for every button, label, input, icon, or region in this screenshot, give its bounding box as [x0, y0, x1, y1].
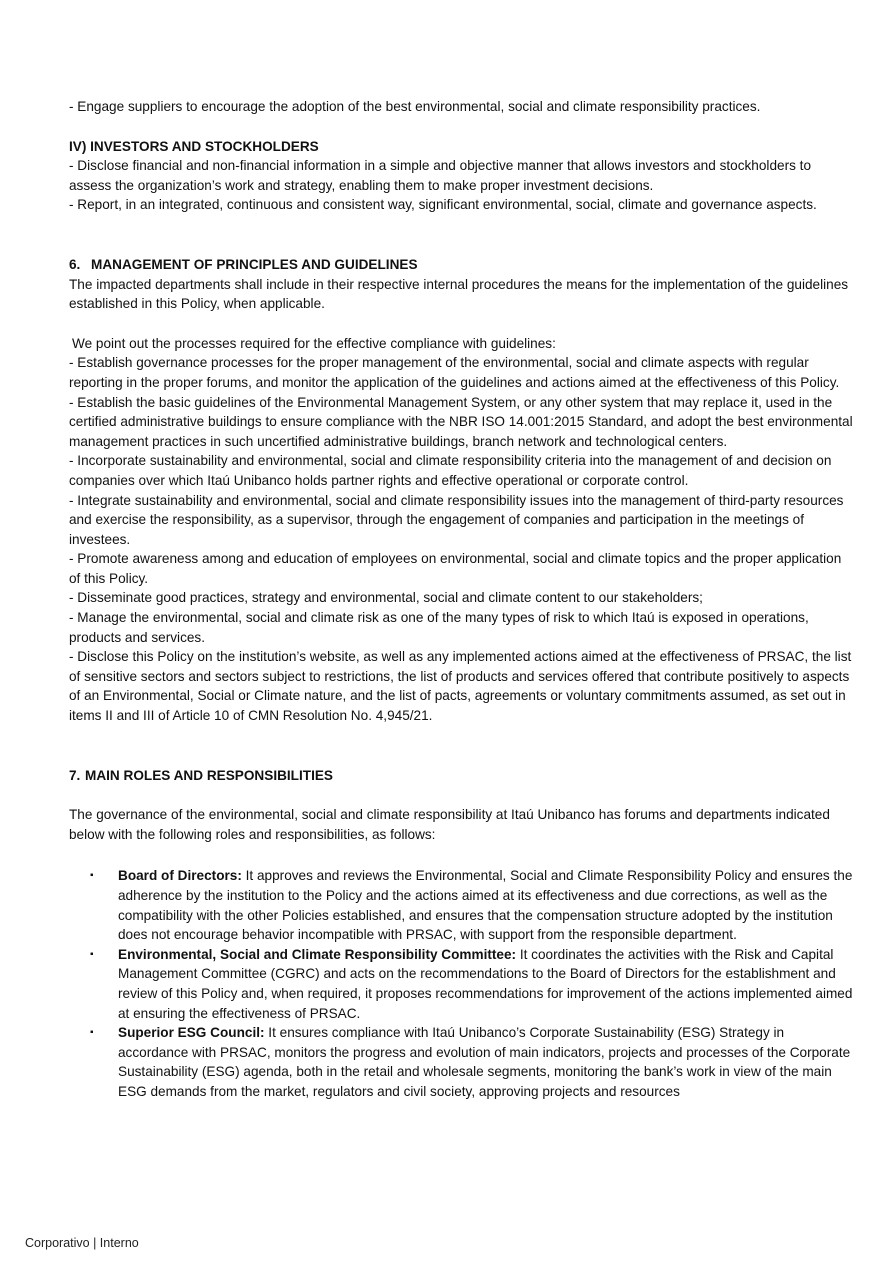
- section-7-heading: [69, 766, 854, 786]
- section-7-title: MAIN ROLES AND RESPONSIBILITIES: [85, 767, 333, 783]
- section-6-item: - Integrate sustainability and environmental, social and climate responsibility issues into the management of third-party resources and exercise the responsibility, as a supervisor, through the engagement of companies and participation in the meetings of investees.: [69, 492, 844, 547]
- spacer: [69, 314, 854, 334]
- role-item-board-of-directors: [69, 866, 854, 944]
- section-6-item: - Disclose this Policy on the institution’s website, as well as any implemented actions aimed at the effectiveness of PRSAC, the list of sensitive sectors and sectors subject to restrictions, the list of products and services offered that contribute positively to aspects of an Environmental, Social or Climate nature, and the list of pacts, agreements or voluntary commitments assumed, as set out in items II and III of Article 10 of CMN Resolution No. 4,945/21.: [69, 649, 852, 724]
- role-name: Environmental, Social and Climate Responsibility Committee:: [118, 946, 517, 962]
- role-description: It coordinates the activities with the Risk and Capital Management Committee (CGRC) and acts on the recommendations to the Board of Directors for the establishment and review of this Policy and, when required, it proposes recommendations for improvement of the actions implemented aimed at ensuring the effectiveness of PRSAC.: [118, 946, 853, 1021]
- section-6-number: 6.: [69, 256, 81, 272]
- section-6-item: - Manage the environmental, social and climate risk as one of the many types of risk to which Itaú is exposed in operations, products and services.: [69, 610, 809, 645]
- section-6-item: - Establish governance processes for the proper management of the environmental, social and climate aspects with regular reporting in the proper forums, and monitor the application of the guidelines and actions aimed at the effectiveness of this Policy.: [69, 355, 840, 390]
- role-description: It ensures compliance with Itaú Unibanco’s Corporate Sustainability (ESG) Strategy in accordance with PRSAC, monitors the progress and evolution of main indicators, projects and processes of the Corporate Sustainability (ESG) agenda, both in the retail and wholesale segments, monitoring the bank’s work in view of the main ESG demands from the market, regulators and civil society, approving projects and resources: [118, 1025, 851, 1099]
- section-6-item: - Promote awareness among and education of employees on environmental, social and climate topics and the proper application of this Policy.: [69, 551, 842, 586]
- spacer: [69, 117, 854, 137]
- footer-classification: Corporativo | Interno: [25, 1236, 139, 1250]
- square-bullet-icon: ▪: [90, 870, 94, 882]
- document-body: [69, 97, 854, 1102]
- section-6-item: - Disseminate good practices, strategy and environmental, social and climate content to our stakeholders;: [69, 590, 703, 606]
- spacer: [69, 726, 854, 766]
- section-6-item: - Incorporate sustainability and environmental, social and climate responsibility criteria into the management of and decision on companies over which Itaú Unibanco holds partner rights and effective operational or corporate control.: [69, 453, 832, 488]
- role-name: Board of Directors:: [118, 868, 242, 884]
- role-name: Superior ESG Council:: [118, 1025, 265, 1041]
- role-item-superior-esg-council: [69, 1023, 854, 1101]
- square-bullet-icon: ▪: [90, 1027, 94, 1039]
- spacer: [69, 785, 854, 805]
- investors-heading: IV) INVESTORS AND STOCKHOLDERS: [69, 138, 319, 154]
- roles-list: [69, 866, 854, 1101]
- section-7-intro: The governance of the environmental, social and climate responsibility at Itaú Unibanco has forums and departments indicated below with the following roles and responsibilities, as follows:: [69, 807, 830, 842]
- section-6-intro: The impacted departments shall include in their respective internal procedures the means for the implementation of the guidelines established in this Policy, when applicable.: [69, 276, 849, 312]
- section-6-processes-intro: We point out the processes required for the effective compliance with guidelines:: [72, 335, 556, 351]
- role-description: It approves and reviews the Environmental, Social and Climate Responsibility Policy and ensures the adherence by the institution to the Policy and the actions aimed at its effectiveness and due corrections, as well as the compatibility with the other Policies established, and ensures that the compensation structure adopted by the institution does not encourage behavior incompatible with PRSAC, with support from the responsible department.: [118, 868, 853, 943]
- investors-line: - Disclose financial and non-financial information in a simple and objective manner that allows investors and stockholders to assess the organization’s work and strategy, enabling them to make proper investment decisions.: [69, 158, 812, 193]
- investors-line: - Report, in an integrated, continuous and consistent way, significant environmental, social, climate and governance aspects.: [69, 197, 817, 213]
- section-6-heading: [69, 255, 854, 275]
- spacer: [69, 215, 854, 255]
- section-6-item: - Establish the basic guidelines of the Environmental Management System, or any other system that may replace it, used in the certified administrative buildings to ensure compliance with the NBR ISO 14.001:2015 Standard, and adopt the best environmental management practices in such uncertified administrative buildings, branch network and technological centers.: [69, 394, 853, 449]
- section-6-title: MANAGEMENT OF PRINCIPLES AND GUIDELINES: [91, 256, 418, 272]
- supplier-engagement-line: - Engage suppliers to encourage the adoption of the best environmental, social and climate responsibility practices.: [69, 99, 761, 114]
- role-item-esc-responsibility-committee: [69, 945, 854, 1023]
- spacer: [69, 844, 854, 866]
- section-7-number: 7.: [69, 767, 81, 783]
- square-bullet-icon: ▪: [90, 948, 94, 960]
